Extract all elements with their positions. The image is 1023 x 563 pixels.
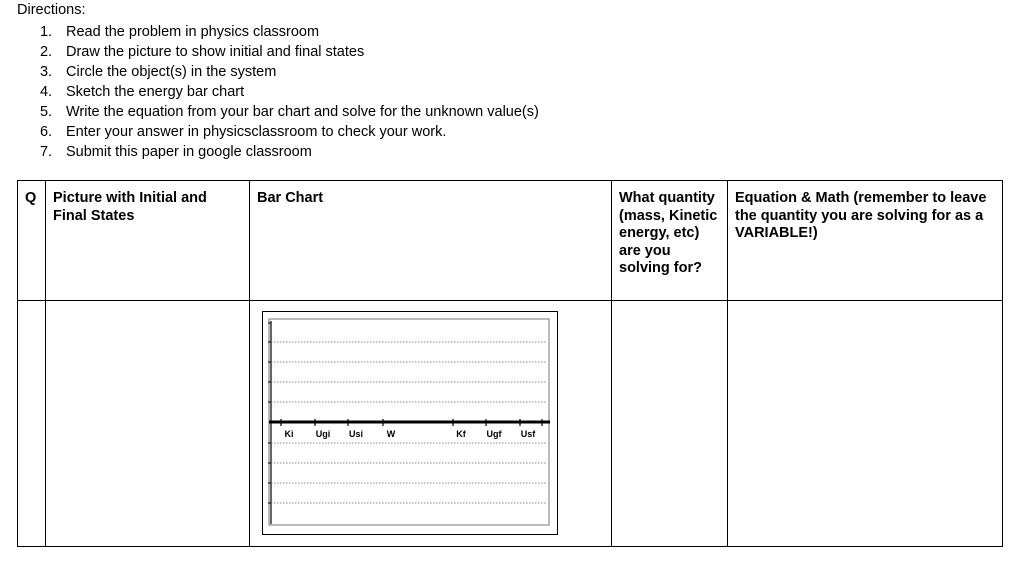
answer-bar-chart-cell [250, 301, 612, 547]
category-label: Ugf [486, 429, 502, 439]
table-header-row [18, 181, 1003, 301]
category-label: Usi [348, 429, 364, 439]
header-q: Q [18, 181, 46, 301]
directions-step: 2. Draw the picture to show initial and final states [40, 44, 365, 60]
directions-step: 3. Circle the object(s) in the system [40, 64, 277, 80]
directions-step: 4. Sketch the energy bar chart [40, 84, 245, 100]
directions-list [40, 22, 539, 162]
answer-q-cell[interactable] [18, 301, 46, 547]
directions-step: 1. Read the problem in physics classroom [40, 24, 320, 40]
header-bar-chart: Bar Chart [250, 181, 612, 301]
answer-picture-cell[interactable] [46, 301, 250, 547]
directions-step: 5. Write the equation from your bar chart and solve for the unknown value(s) [40, 104, 539, 120]
directions-step: 6. Enter your answer in physicsclassroom to check your work. [40, 124, 447, 140]
header-equation: Equation & Math (remember to leave the quantity you are solving for as a VARIABLE!) [728, 181, 1003, 301]
directions-step: 7. Submit this paper in google classroom [40, 144, 312, 160]
answer-equation-cell[interactable] [728, 301, 1003, 547]
category-label: Usf [520, 429, 536, 439]
energy-bar-chart[interactable] [262, 311, 558, 535]
worksheet-table [17, 180, 1003, 547]
table-answer-row [18, 301, 1003, 547]
answer-quantity-cell[interactable] [612, 301, 728, 547]
category-label: W [386, 429, 396, 439]
category-label: Ki [284, 429, 294, 439]
bar-chart-canvas [263, 312, 557, 534]
category-label: Ugi [315, 429, 331, 439]
header-quantity: What quantity (mass, Kinetic energy, etc) are you solving for? [612, 181, 728, 301]
directions-title: Directions: [17, 2, 86, 18]
header-picture: Picture with Initial and Final States [46, 181, 250, 301]
category-label: Kf [456, 429, 466, 439]
